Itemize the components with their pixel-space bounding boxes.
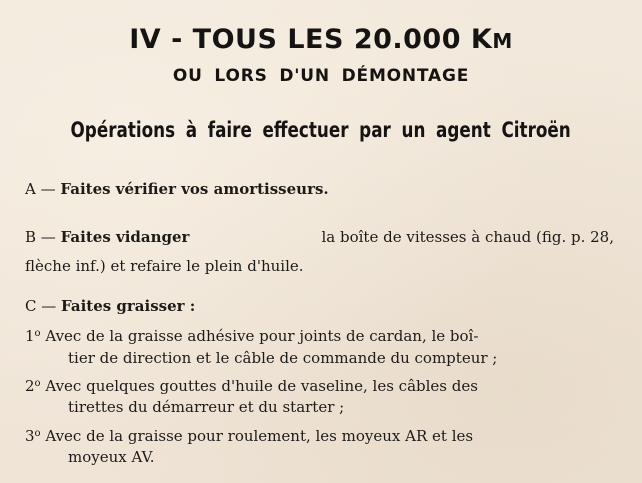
item-c bbox=[25, 297, 195, 315]
item-c-letter: C bbox=[25, 297, 37, 315]
subitem-3-line1 bbox=[25, 427, 473, 445]
item-b-bold: Faites vidanger bbox=[60, 228, 190, 246]
subitem-1-number: 1$^o$ bbox=[25, 327, 41, 345]
subitem-1-text: Avec de la graisse adhésive pour joints de cardan, le boî- bbox=[45, 327, 479, 345]
item-b-letter: B bbox=[25, 228, 37, 246]
heading-main-text: IV - TOUS LES 20.000 K bbox=[129, 24, 493, 55]
section-subheading: OU LORS D'UN DÉMONTAGE bbox=[172, 66, 470, 86]
subitem-3-number: 3$^o$ bbox=[25, 427, 41, 445]
subitem-2-number: 2$^o$ bbox=[25, 377, 41, 395]
subitem-2-text: Avec quelques gouttes d'huile de vaseline, les câbles des bbox=[45, 377, 478, 395]
item-a-text: Faites vérifier vos amortisseurs. bbox=[60, 180, 329, 198]
section-heading bbox=[0, 24, 642, 55]
subitem-1-line2: tier de direction et le câble de commande du compteur ; bbox=[68, 349, 498, 367]
item-c-dash: — bbox=[36, 297, 62, 315]
item-b-line2: flèche inf.) et refaire le plein d'huile. bbox=[25, 257, 304, 275]
item-c-text: Faites graisser : bbox=[61, 297, 196, 315]
subitem-3-line2: moyeux AV. bbox=[68, 448, 155, 466]
item-b-dash: — bbox=[36, 228, 56, 246]
subitem-2-line2: tirettes du démarreur et du starter ; bbox=[68, 398, 345, 416]
item-a-dash: — bbox=[35, 180, 61, 198]
heading-km-suffix: M bbox=[492, 29, 513, 53]
subitem-2-line1 bbox=[25, 377, 478, 395]
item-b-line1 bbox=[25, 228, 614, 246]
subitem-1-line1 bbox=[25, 327, 478, 345]
item-b-lead bbox=[25, 228, 189, 246]
item-a bbox=[25, 180, 329, 198]
operations-title-text: Opérations à faire effectuer par un agent Citroën bbox=[70, 118, 572, 142]
subitem-3-text: Avec de la graisse pour roulement, les moyeux AR et les bbox=[45, 427, 474, 445]
operations-title bbox=[0, 118, 642, 142]
item-a-letter: A bbox=[25, 180, 36, 198]
item-b-line1-rest: la boîte de vitesses à chaud (fig. p. 28, bbox=[321, 228, 614, 246]
